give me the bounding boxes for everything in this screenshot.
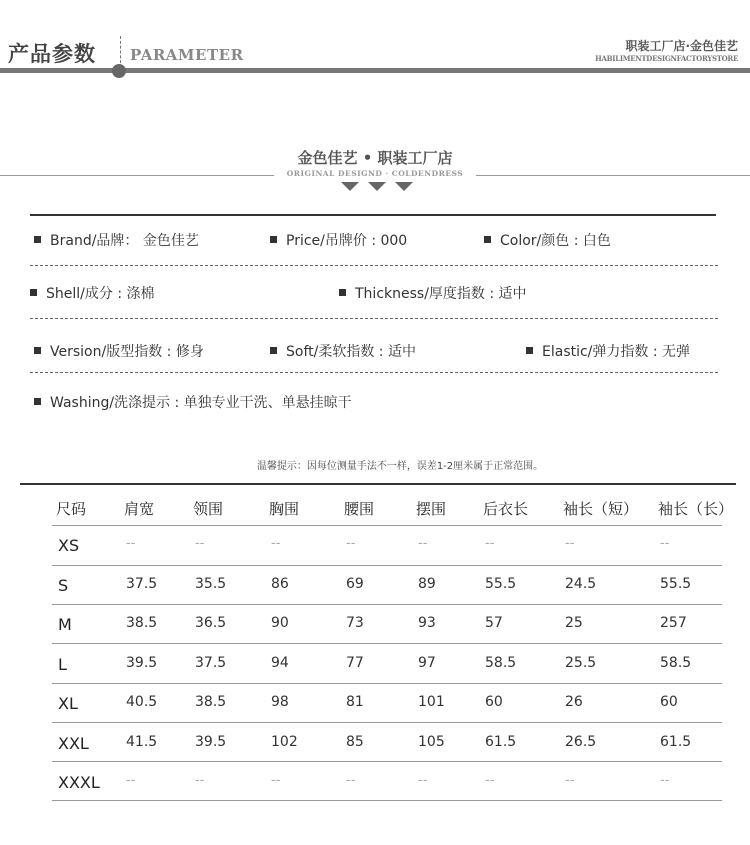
- banner-line-left: [0, 175, 274, 176]
- table-cell: --: [346, 773, 356, 788]
- table-cell: 90: [271, 615, 289, 631]
- table-cell: 36.5: [195, 615, 227, 631]
- bullet-square-icon: [34, 236, 41, 243]
- table-header-cell: 胸围: [269, 500, 300, 518]
- param-version: [34, 341, 204, 361]
- table-cell: 60: [485, 694, 503, 710]
- table-cell: 61.5: [485, 734, 517, 750]
- table-cell: --: [271, 536, 281, 551]
- table-cell: 55.5: [660, 576, 692, 592]
- size-label-cell: XXL: [58, 734, 89, 753]
- table-row-divider: [52, 683, 722, 684]
- table-header-cell: 腰围: [344, 500, 375, 518]
- bullet-square-icon: [270, 236, 277, 243]
- table-cell: 39.5: [195, 734, 227, 750]
- triangle-down-icon: [341, 182, 359, 191]
- table-cell: 39.5: [126, 655, 158, 671]
- table-cell: --: [660, 536, 670, 551]
- table-cell: 58.5: [660, 655, 692, 671]
- table-cell: --: [485, 536, 495, 551]
- store-name-cn: 职装工厂店·金色佳艺: [625, 39, 738, 53]
- triangle-down-icon: [395, 182, 413, 191]
- table-cell: 94: [271, 655, 289, 671]
- table-row-divider: [52, 604, 722, 605]
- table-header-cell: 尺码: [56, 500, 87, 518]
- table-cell: --: [195, 536, 205, 551]
- table-cell: 57: [485, 615, 503, 631]
- table-cell: 24.5: [565, 576, 597, 592]
- banner-line-right: [476, 175, 750, 176]
- param-text: Washing/洗涤提示 : 单独专业干洗、单悬挂晾干: [50, 395, 352, 411]
- table-cell: 86: [271, 576, 289, 592]
- table-cell: 101: [418, 694, 445, 710]
- table-cell: 69: [346, 576, 364, 592]
- table-cell: 58.5: [485, 655, 517, 671]
- table-cell: --: [195, 773, 205, 788]
- param-thickness: [339, 283, 527, 303]
- table-cell: 93: [418, 615, 436, 631]
- table-cell: --: [126, 773, 136, 788]
- size-label-cell: XL: [58, 694, 78, 713]
- table-cell: 60: [660, 694, 678, 710]
- param-color: [484, 230, 611, 250]
- table-cell: 98: [271, 694, 289, 710]
- param-text: Color/颜色 : 白色: [500, 233, 611, 249]
- param-brand: [34, 230, 199, 250]
- table-header-cell: 袖长（短）: [563, 500, 639, 518]
- param-text: Brand/品牌： 金色佳艺: [50, 233, 199, 249]
- table-header-cell: 袖长（长）: [658, 500, 734, 518]
- table-cell: 105: [418, 734, 445, 750]
- param-text: Thickness/厚度指数 : 适中: [355, 286, 527, 302]
- table-cell: 89: [418, 576, 436, 592]
- table-cell: --: [660, 773, 670, 788]
- param-text: Elastic/弹力指数 : 无弹: [542, 344, 691, 360]
- param-divider: [30, 372, 718, 373]
- store-name-en: HABILIMENTDESIGNFACTORYSTORE: [595, 54, 738, 63]
- table-row-divider: [52, 565, 722, 566]
- table-cell: 41.5: [126, 734, 158, 750]
- size-label-cell: XS: [58, 536, 80, 555]
- size-label-cell: S: [58, 576, 69, 595]
- size-label-cell: M: [58, 615, 72, 634]
- section-title-en: PARAMETER: [130, 46, 244, 64]
- params-top-rule: [30, 214, 716, 216]
- table-cell: 26: [565, 694, 583, 710]
- table-cell: 73: [346, 615, 364, 631]
- bullet-square-icon: [270, 347, 277, 354]
- param-divider: [30, 265, 718, 266]
- table-cell: 40.5: [126, 694, 158, 710]
- table-row-divider: [52, 800, 722, 801]
- table-cell: 61.5: [660, 734, 692, 750]
- table-cell: 97: [418, 655, 436, 671]
- section-title-cn: 产品参数: [8, 42, 96, 66]
- table-cell: --: [418, 773, 428, 788]
- table-cell: 85: [346, 734, 364, 750]
- table-cell: 37.5: [195, 655, 227, 671]
- size-note: 温馨提示：因每位测量手法不一样，误差1-2厘米属于正常范围。: [256, 461, 544, 472]
- table-header-cell: 肩宽: [124, 500, 155, 518]
- table-cell: --: [346, 536, 356, 551]
- table-cell: --: [485, 773, 495, 788]
- bullet-square-icon: [526, 347, 533, 354]
- table-top-rule: [20, 483, 736, 485]
- table-cell: --: [126, 536, 136, 551]
- table-cell: 25.5: [565, 655, 597, 671]
- header-dot: [112, 64, 126, 78]
- bullet-square-icon: [30, 289, 37, 296]
- param-price: [270, 230, 407, 250]
- size-label-cell: L: [58, 655, 67, 674]
- table-header-cell: 领围: [193, 500, 224, 518]
- table-cell: 37.5: [126, 576, 158, 592]
- table-cell: 35.5: [195, 576, 227, 592]
- table-cell: --: [271, 773, 281, 788]
- param-divider: [30, 318, 718, 319]
- table-cell: 25: [565, 615, 583, 631]
- param-text: Shell/成分 : 涤棉: [46, 286, 155, 302]
- table-cell: --: [565, 773, 575, 788]
- table-cell: 38.5: [195, 694, 227, 710]
- table-row-divider: [52, 525, 722, 526]
- table-row-divider: [52, 722, 722, 723]
- bullet-square-icon: [34, 398, 41, 405]
- table-cell: --: [565, 536, 575, 551]
- table-cell: 77: [346, 655, 364, 671]
- param-soft: [270, 341, 416, 361]
- size-label-cell: XXXL: [58, 773, 100, 792]
- param-text: Soft/柔软指数 : 适中: [286, 344, 416, 360]
- table-header-cell: 摆围: [416, 500, 447, 518]
- param-washing: [34, 392, 352, 412]
- bullet-square-icon: [339, 289, 346, 296]
- table-cell: 26.5: [565, 734, 597, 750]
- param-text: Price/吊牌价 : 000: [286, 233, 408, 249]
- brand-banner-title: 金色佳艺 • 职装工厂店: [297, 149, 453, 167]
- table-row-divider: [52, 643, 722, 644]
- table-cell: 257: [660, 615, 687, 631]
- table-header-cell: 后衣长: [483, 500, 529, 518]
- table-cell: 102: [271, 734, 298, 750]
- table-cell: 55.5: [485, 576, 517, 592]
- bullet-square-icon: [34, 347, 41, 354]
- table-cell: 38.5: [126, 615, 158, 631]
- brand-banner-subtitle: ORIGINAL DESIGND · COLDENDRESS: [286, 169, 464, 178]
- param-text: Version/版型指数 : 修身: [50, 344, 204, 360]
- param-elastic: [526, 341, 690, 361]
- table-cell: --: [418, 536, 428, 551]
- param-shell: [30, 283, 155, 303]
- table-row-divider: [52, 761, 722, 762]
- triangle-down-icon: [368, 182, 386, 191]
- table-cell: 81: [346, 694, 364, 710]
- bullet-square-icon: [484, 236, 491, 243]
